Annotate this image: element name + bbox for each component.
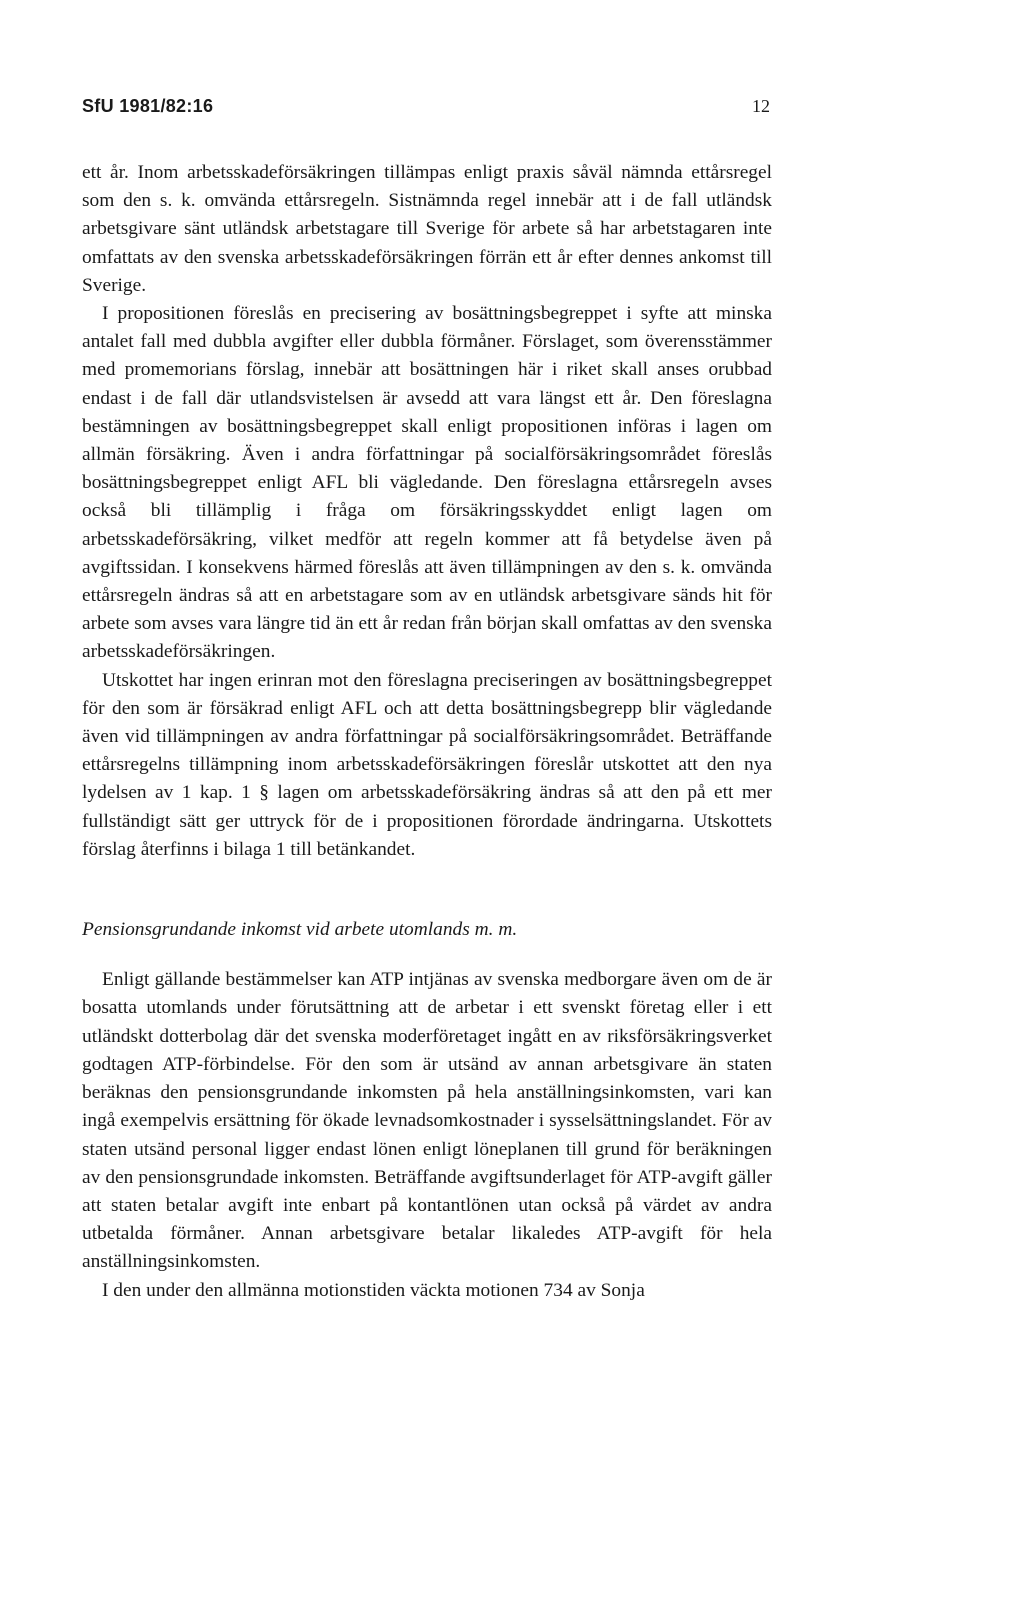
page-number: 12 [752, 96, 770, 116]
section-heading: Pensionsgrundande inkomst vid arbete utomlands m. m. [82, 919, 518, 941]
paragraph-continuation: ett år. Inom arbetsskadeförsäkringen tillämpas enligt praxis såväl nämnda ettårsregel som den s. k. omvända ettårsregeln. Sistnämnda regel innebär att i de fall utländsk arbetsgivare sänt utländsk arbetstagare till Sverige för arbete så har arbetstagaren inte omfattats av den svenska arbetsskadeförsäkringen förrän ett år efter dennes ankomst till Sverige. [82, 162, 772, 296]
paragraph-motion: I den under den allmänna motionstiden väckta motionen 734 av Sonja [102, 1279, 645, 1301]
paragraph-current-rules: Enligt gällande bestämmelser kan ATP intjänas av svenska medborgare även om de är bosatta utomlands under förutsättning att de arbetar i ett svenskt företag eller i ett utländskt dotterbolag där det svenska moderföretaget ingått en av riksförsäkringsverket godtagen ATP-förbindelse. För den som är utsänd av annan arbetsgivare än staten beräknas den pensionsgrundande inkomsten på hela anställningsinkomsten, vari kan ingå exempelvis ersättning för ökade levnadsomkostnader i sysselsättningslandet. För av staten utsänd personal ligger endast lönen enligt löneplanen till grund för beräkningen av den pensionsgrundade inkomsten. Beträffande avgiftsunderlaget för ATP-avgift gäller att staten betalar avgift inte enbart på kontantlönen utan också på värdet av andra utbetalda förmåner. Annan arbetsgivare betalar likaledes ATP-avgift för hela anställningsinkomsten. [82, 969, 772, 1273]
document-id: SfU 1981/82:16 [82, 96, 214, 116]
paragraph-committee-opinion: Utskottet har ingen erinran mot den föreslagna preciseringen av bosättningsbegreppet för den som är försäkrad enligt AFL och att detta bosättningsbegrepp blir vägledande även vid tillämpningen av andra författningar på socialförsäkringsområdet. Beträffande ettårsregelns tillämpning inom arbetsskadeförsäkringen föreslår utskottet att den nya lydelsen av 1 kap. 1 § lagen om arbetsskadeförsäkring ändras så att den på ett mer fullständigt sätt ger uttryck för de i propositionen förordade ändringarna. Utskottets förslag återfinns i bilaga 1 till betänkandet. [82, 669, 772, 860]
page-header [82, 96, 772, 126]
document-page [82, 96, 772, 1305]
paragraph-proposition: I propositionen föreslås en precisering av bosättningsbegreppet i syfte att minska antalet fall med dubbla avgifter eller dubbla förmåner. Förslaget, som överensstämmer med promemorians förslag, innebär att bosättningen här i riket skall anses orubbad endast i de fall där utlandsvistelsen är avsedd att vara längst ett år. Den föreslagna bestämningen av bosättningsbegreppet skall enligt propositionen införas i lagen om allmän försäkring. Även i andra författningar på socialförsäkringsområdet föreslås bosättningsbegreppet enligt AFL bli vägledande. Den föreslagna ettårsregeln avses också bli tillämplig i fråga om försäkringsskyddet enligt lagen om arbetsskadeförsäkring, vilket medför att regeln kommer att få betydelse även på avgiftssidan. I konsekvens härmed föreslås att även tillämpningen av den s. k. omvända ettårsregeln ändras så att en arbetstagare som av en utländsk arbetsgivare sänds hit för arbete som avses vara längre tid än ett år redan från början skall omfattas av den svenska arbetsskadeförsäkringen. [82, 303, 772, 663]
